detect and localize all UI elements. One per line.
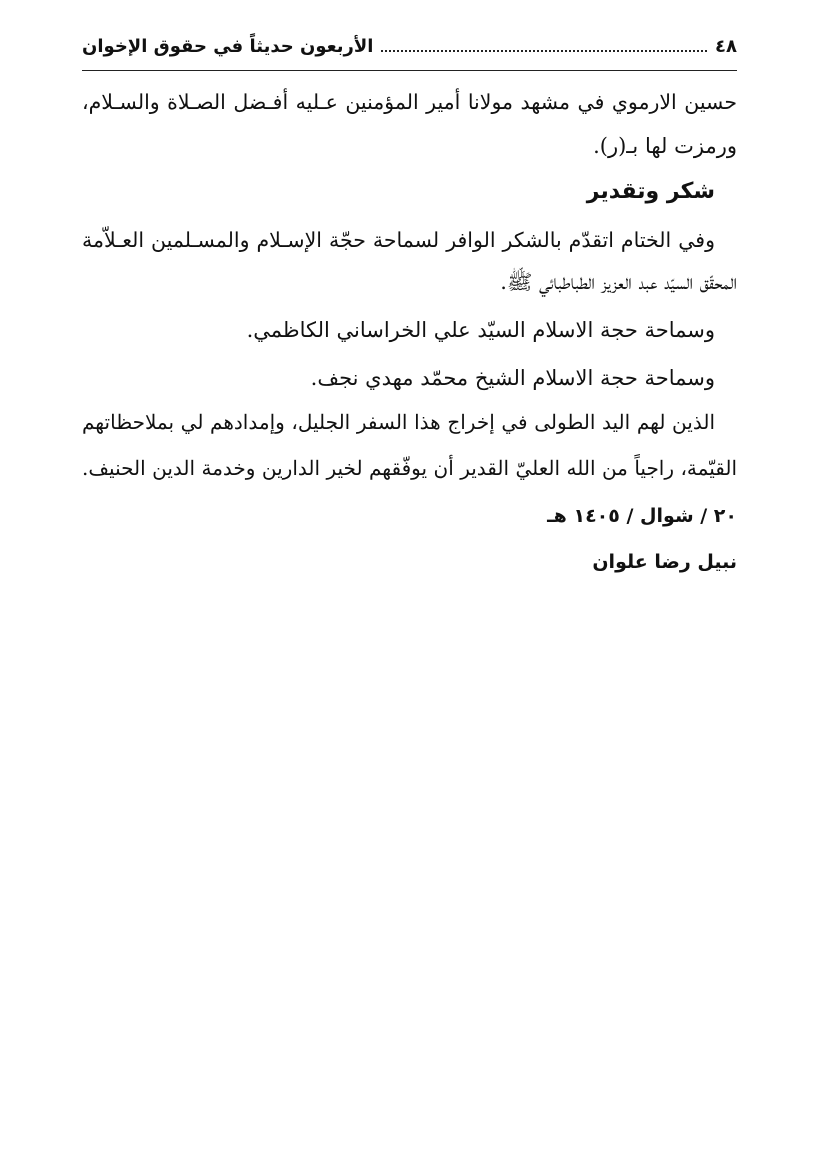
body-line: وفي الختام اتقدّم بالشكر الوافر لسماحة حجّة الإسـلام والمسـلمين العـلاّمة [82, 228, 715, 252]
running-title: الأربعون حديثاً في حقوق الإخوان [82, 35, 374, 57]
date-line: ٢٠ / شوال / ١٤٠٥ هـ [547, 505, 737, 527]
section-heading: شكر وتقدير [586, 179, 715, 204]
header-rule [82, 70, 737, 71]
body-line: ورمزت لها بـ(ر). [593, 134, 737, 158]
body-line: وسماحة حجة الاسلام الشيخ محمّد مهدي نجف. [310, 366, 715, 390]
body-line: حسين الارموي في مشهد مولانا أمير المؤمنين عـليه أفـضل الصـلاة والسـلام، [82, 90, 737, 114]
body-line: القيّمة، راجياً من الله العليّ القدير أن يوفّقهم لخير الدارين وخدمة الدين الحنيف. [82, 456, 737, 480]
body-line: وسماحة حجة الاسلام السيّد علي الخراساني الكاظمي. [246, 318, 715, 342]
leader-dots [381, 50, 707, 52]
author-signature: نبيل رضا علوان [592, 551, 737, 573]
page-number: ٤٨ [715, 35, 737, 57]
body-line: الذين لهم اليد الطولى في إخراج هذا السفر الجليل، وإمدادهم لي بملاحظاتهم [82, 410, 715, 434]
body-line: المحقّق السيّد عبد العزيز الطباطبائي ﷺ. [500, 270, 737, 294]
running-header [82, 30, 737, 62]
